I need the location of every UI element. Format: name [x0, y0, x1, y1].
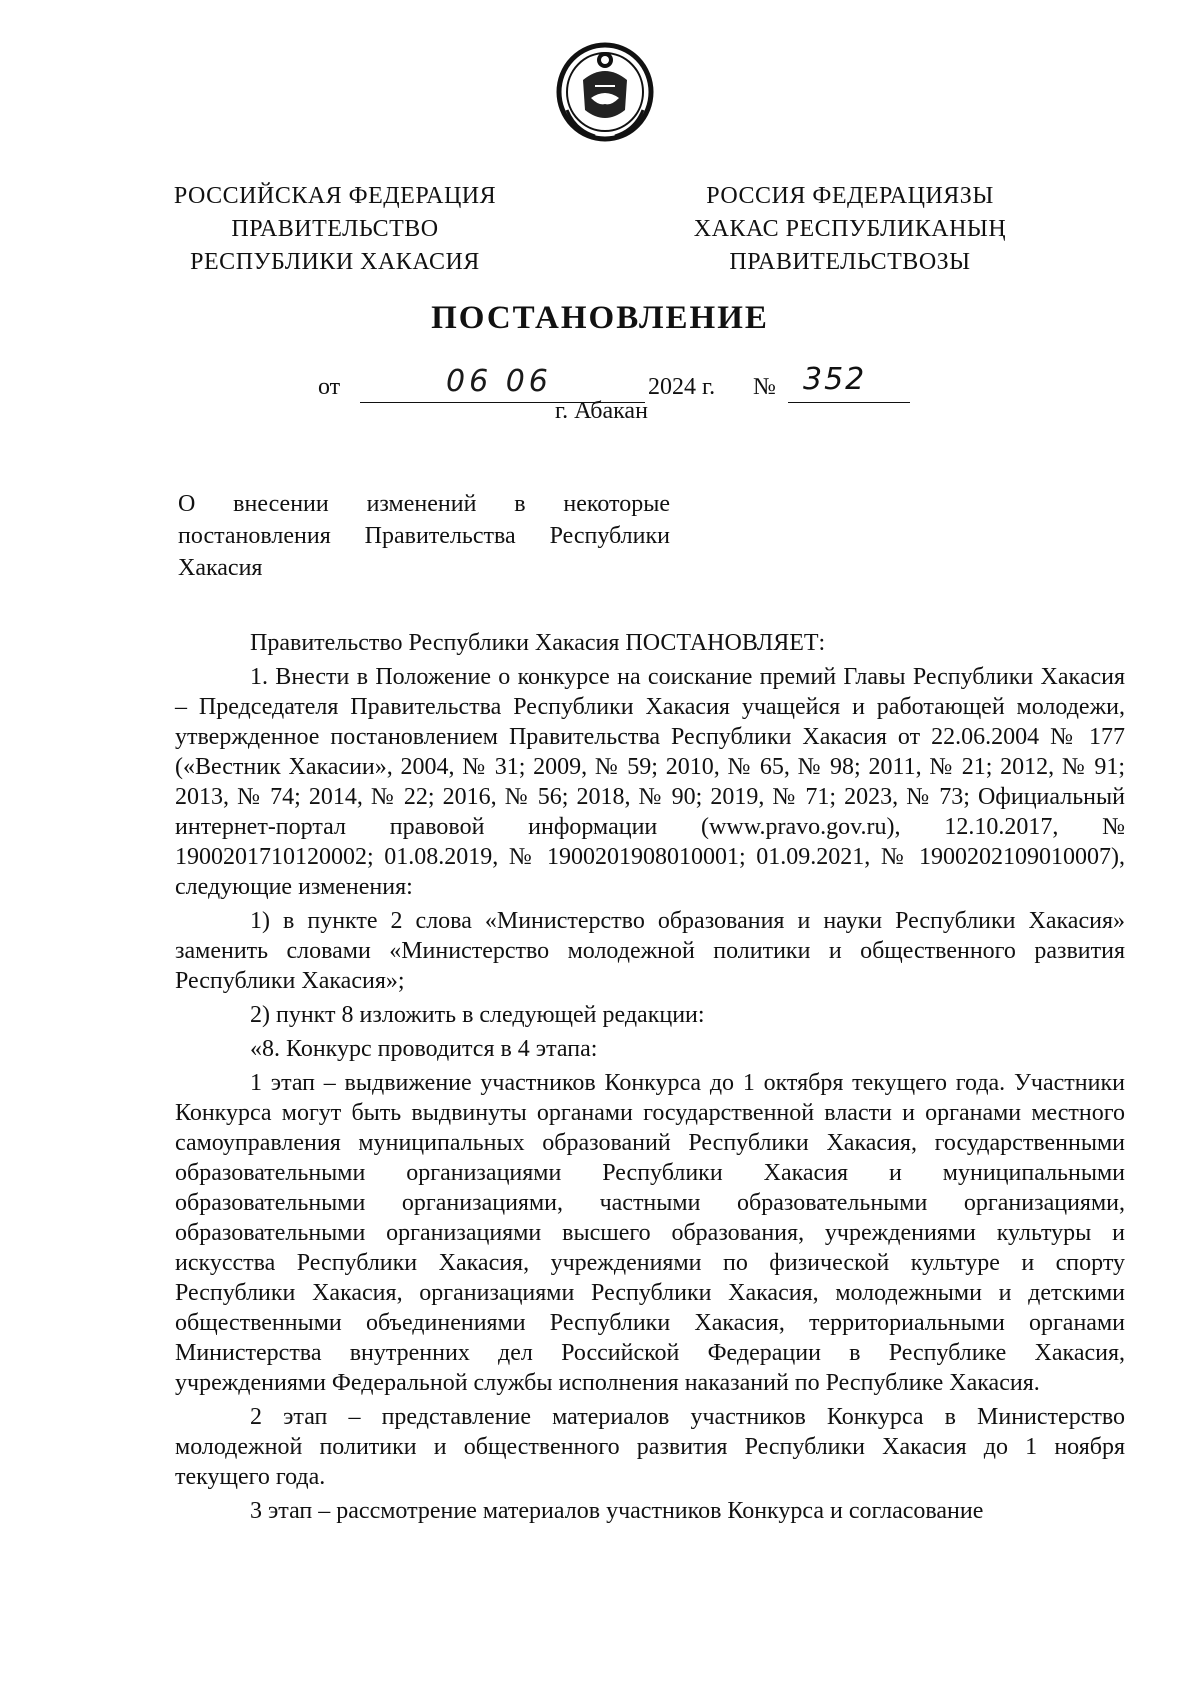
date-from-label: от [318, 374, 341, 400]
body-paragraph: «8. Конкурс проводится в 4 этапа: [250, 1036, 598, 1062]
year-label: 2024 г. [648, 374, 716, 400]
body-paragraph: 3 этап – рассмотрение материалов участников Конкурса и согласование [250, 1498, 984, 1524]
subject-word: О [178, 491, 196, 517]
number-label: № [753, 374, 776, 400]
header-left-line: ПРАВИТЕЛЬСТВО [231, 216, 439, 242]
subject-word: некоторые [563, 491, 670, 517]
header-right-khakas [680, 180, 1020, 279]
subject-line [178, 552, 670, 584]
body-paragraph: Правительство Республики Хакасия ПОСТАНОВЛЯЕТ: [250, 630, 826, 656]
body-paragraph: 1) в пункте 2 слова «Министерство образования и науки Республики Хакасия» заменить словами «Министерство молодежной политики и общественного развития Республики Хакасия»; [175, 908, 1125, 994]
handwritten-number: 352 [803, 362, 867, 397]
handwritten-date: 06 06 [446, 364, 552, 399]
subject-word: изменений [366, 491, 477, 517]
subject-word: Республики [549, 523, 670, 549]
number-underline [788, 402, 910, 403]
coat-of-arms-emblem [555, 40, 655, 142]
header-left-line: РОССИЙСКАЯ ФЕДЕРАЦИЯ [173, 183, 497, 209]
city-label: г. Абакан [555, 398, 648, 424]
document-body [175, 628, 1125, 1526]
subject-line [178, 488, 670, 520]
header-left-line: РЕСПУБЛИКИ ХАКАСИЯ [190, 249, 480, 275]
subject-word: Правительства [364, 523, 516, 549]
subject-word: постановления [178, 523, 331, 549]
header-right-line: РОССИЯ ФЕДЕРАЦИЯЗЫ [706, 183, 994, 209]
subject-word: Хакасия [178, 555, 263, 581]
body-paragraph: 1. Внести в Положение о конкурсе на соискание премий Главы Республики Хакасия – Председателя Правительства Республики Хакасия учащейся и работающей молодежи, утвержденное постановлением Правительства Республики Хакасия от 22.06.2004 № 177 («Вестник Хакасии», 2004, № 31; 2009, № 59; 2010, № 65, № 98; 2011, № 21; 2012, № 91; 2013, № 74; 2014, № 22; 2016, № 56; 2018, № 90; 2019, № 71; 2023, № 73; Официальный интернет-портал правовой информации (www.pravo.gov.ru), 12.10.2017, № 1900201710120002; 01.08.2019, № 1900201908010001; 01.09.2021, № 1900202109010007), следующие изменения: [175, 664, 1125, 900]
subject-word: внесении [233, 491, 329, 517]
header-right-line: ПРАВИТЕЛЬСТВОЗЫ [729, 249, 971, 275]
body-paragraph: 2 этап – представление материалов участников Конкурса в Министерство молодежной политики и общественного развития Республики Хакасия до 1 ноября текущего года. [175, 1404, 1125, 1490]
subject-word: в [514, 491, 526, 517]
body-paragraph: 2) пункт 8 изложить в следующей редакции: [250, 1002, 705, 1028]
header-right-line: ХАКАС РЕСПУБЛИКАНЫҢ [693, 216, 1007, 242]
body-paragraph: 1 этап – выдвижение участников Конкурса до 1 октября текущего года. Участники Конкурса могут быть выдвинуты органами государственной власти и органами местного самоуправления муниципальных образований Республики Хакасия, государственными образовательными организациями Республики Хакасия и муниципальными образовательными организациями, частными образовательными организациями, образовательными организациями высшего образования, учреждениями культуры и искусства Республики Хакасия, учреждениями по физической культуре и спорту Республики Хакасия, организациями Республики Хакасия, молодежными и детскими общественными объединениями Республики Хакасия, территориальными органами Министерства внутренних дел Российской Федерации в Республике Хакасия, учреждениями Федеральной службы исполнения наказаний по Республике Хакасия. [175, 1070, 1125, 1396]
subject-block [178, 488, 670, 584]
subject-line [178, 520, 670, 552]
document-title: ПОСТАНОВЛЕНИЕ [431, 300, 769, 336]
header-left-russian [165, 180, 505, 279]
